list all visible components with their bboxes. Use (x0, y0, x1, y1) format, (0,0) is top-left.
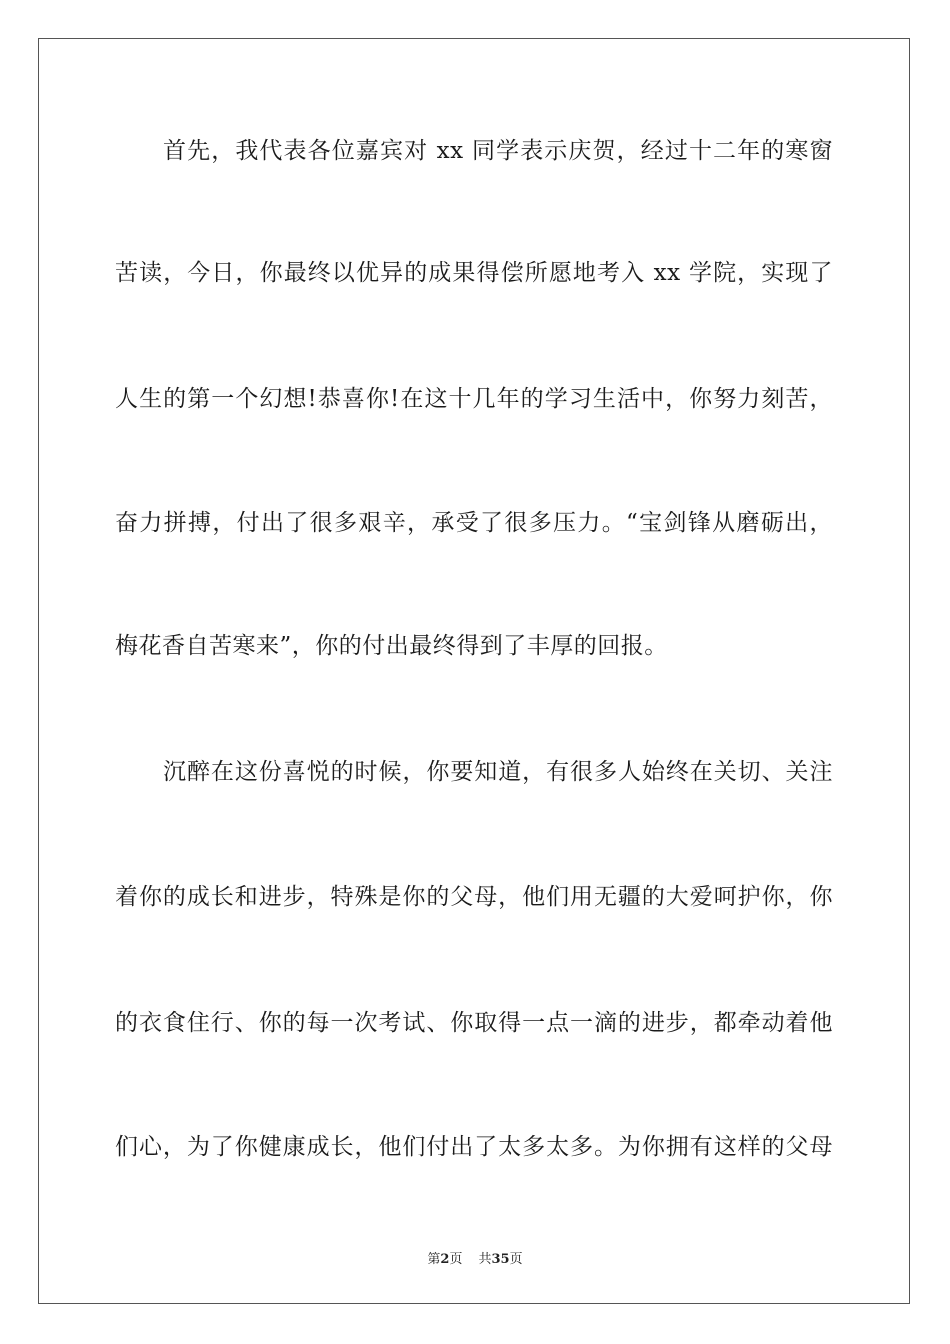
total-prefix: 共 (478, 1252, 492, 1267)
total-pages: 35 (491, 1252, 510, 1267)
paragraph-line: 首先，我代表各位嘉宾对 xx 同学表示庆贺，经过十二年的寒窗 (163, 138, 833, 164)
paragraph-line: 苦读，今日，你最终以优异的成果得偿所愿地考入 xx 学院，实现了 (115, 260, 833, 286)
paragraph-line: 们心，为了你健康成长，他们付出了太多太多。为你拥有这样的父母 (115, 1134, 833, 1160)
total-suffix: 页 (509, 1252, 523, 1267)
paragraph-line: 的衣食住行、你的每一次考试、你取得一点一滴的进步，都牵动着他 (115, 1010, 833, 1036)
page-prefix: 第 (427, 1252, 441, 1267)
paragraph-line: 着你的成长和进步，特殊是你的父母，他们用无疆的大爱呵护你，你 (115, 884, 833, 910)
page-suffix: 页 (449, 1252, 463, 1267)
paragraph-line: 梅花香自苦寒来”，你的付出最终得到了丰厚的回报。 (115, 633, 668, 659)
page-footer (0, 1248, 950, 1267)
page-border (38, 38, 910, 1304)
paragraph-line: 人生的第一个幻想!恭喜你!在这十几年的学习生活中，你努力刻苦， (115, 386, 833, 412)
paragraph-line: 奋力拼搏，付出了很多艰辛，承受了很多压力。“宝剑锋从磨砺出， (115, 510, 833, 536)
paragraph-line: 沉醉在这份喜悦的时候，你要知道，有很多人始终在关切、关注 (163, 759, 833, 785)
page-number: 2 (440, 1252, 450, 1267)
